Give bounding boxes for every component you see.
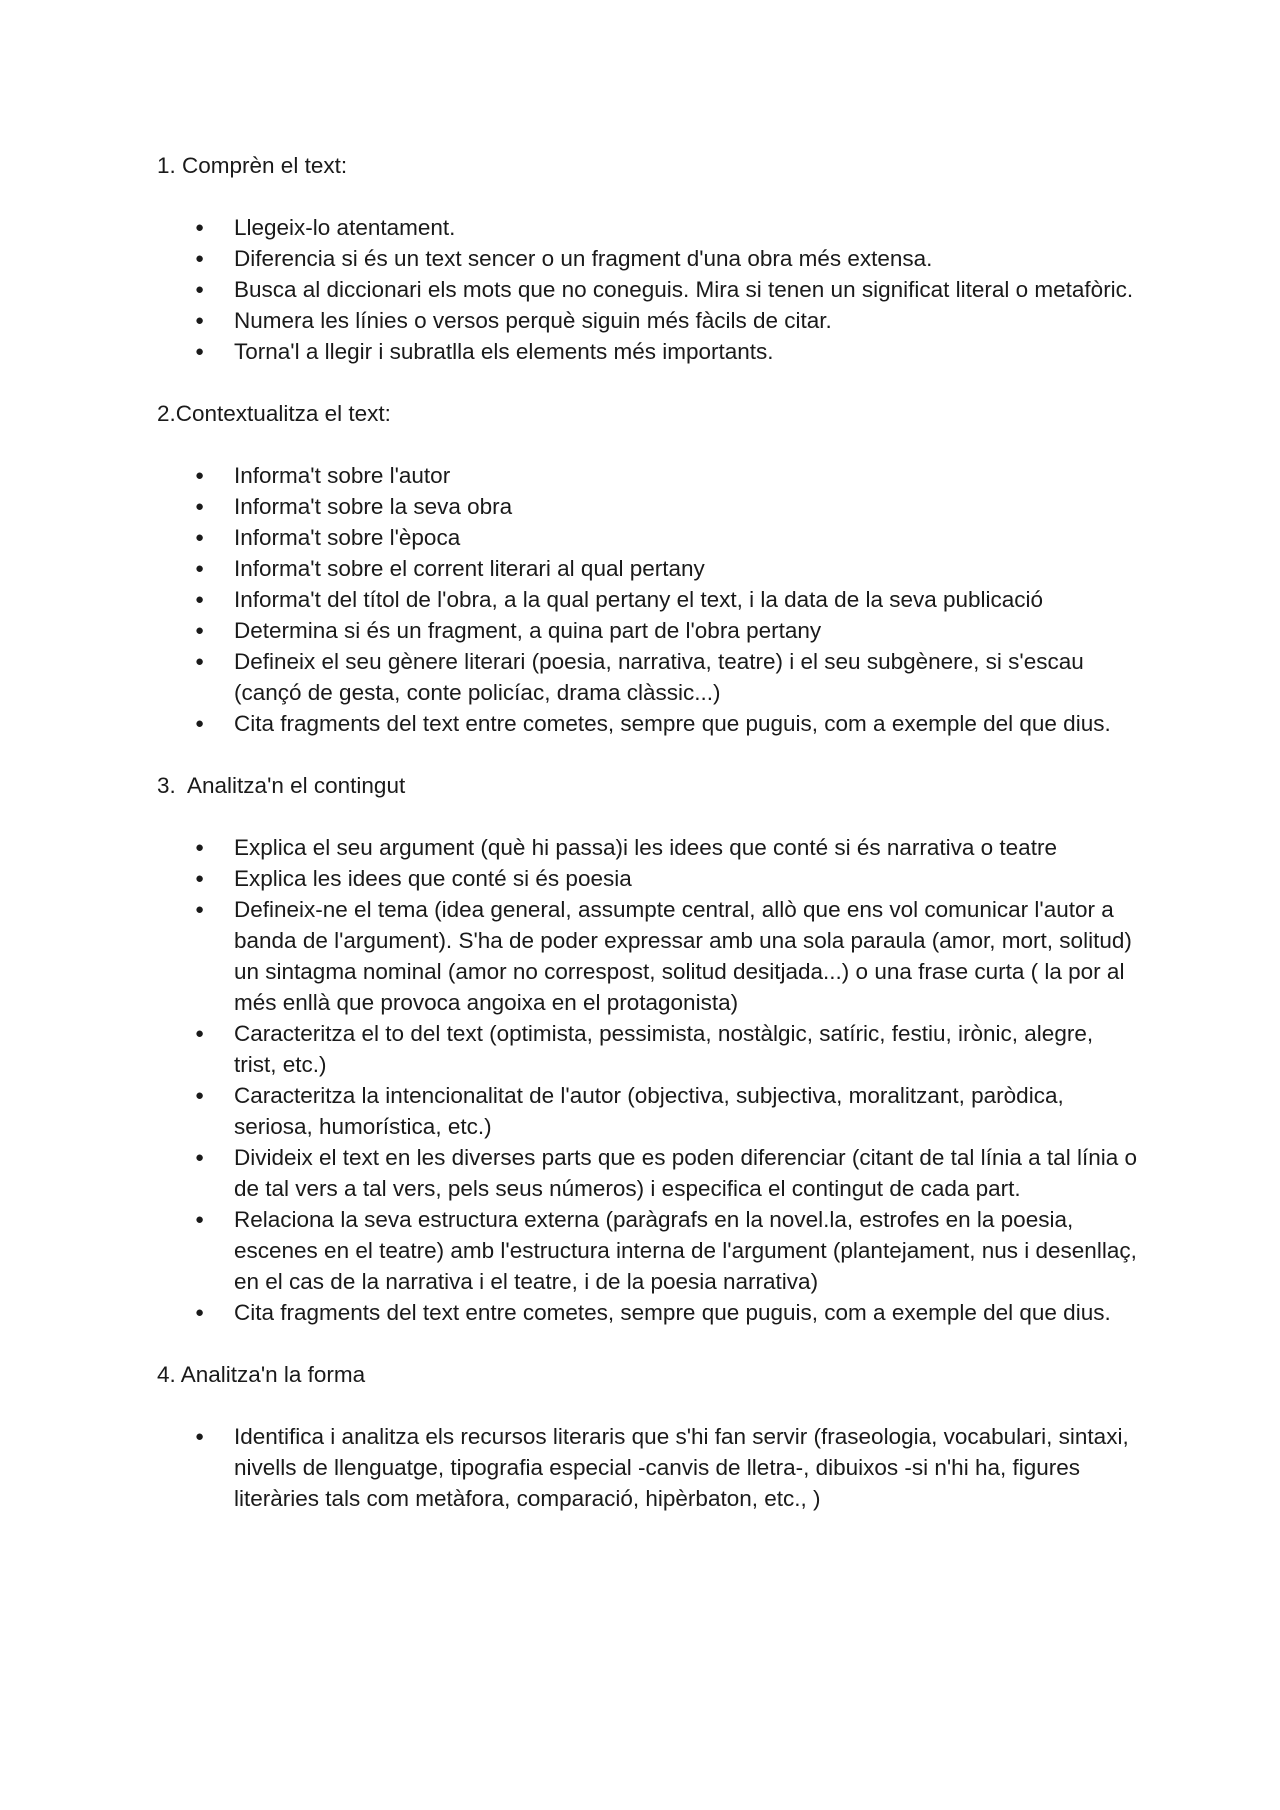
bullet-icon: ● (195, 591, 205, 608)
bullet-icon: ● (195, 1211, 205, 1228)
list-item (157, 491, 1137, 522)
section-1 (157, 150, 1137, 367)
bullet-icon: ● (195, 1025, 205, 1042)
bullet-icon: ● (195, 715, 205, 732)
bullet-icon: ● (195, 467, 205, 484)
bullet-icon: ● (195, 1087, 205, 1104)
list-item-text: Relaciona la seva estructura externa (paràgrafs en la novel.la, estrofes en la poesia, escenes en el teatre) amb l'estructura interna de l'argument (plantejament, nus i desenllaç, en el cas de la narrativa i el teatre, i de la poesia narrativa) (234, 1207, 1137, 1294)
bullet-list (157, 832, 1137, 1328)
list-item (157, 1142, 1137, 1204)
section-3 (157, 770, 1137, 1328)
list-item-text: Divideix el text en les diverses parts que es poden diferenciar (citant de tal línia a tal línia o de tal vers a tal vers, pels seus números) i especifica el contingut de cada part. (234, 1145, 1137, 1201)
bullet-list (157, 212, 1137, 367)
list-item (157, 336, 1137, 367)
list-item (157, 1018, 1137, 1080)
bullet-icon: ● (195, 1428, 205, 1445)
list-item-text: Explica el seu argument (què hi passa)i les idees que conté si és narrativa o teatre (234, 835, 1057, 860)
list-item (157, 646, 1137, 708)
list-item-text: Caracteritza la intencionalitat de l'autor (objectiva, subjectiva, moralitzant, paròdica, seriosa, humorística, etc.) (234, 1083, 1064, 1139)
bullet-icon: ● (195, 653, 205, 670)
list-item (157, 243, 1137, 274)
bullet-icon: ● (195, 560, 205, 577)
list-item (157, 274, 1137, 305)
bullet-icon: ● (195, 1304, 205, 1321)
list-item-text: Numera les línies o versos perquè siguin més fàcils de citar. (234, 308, 832, 333)
bullet-list (157, 1421, 1137, 1514)
bullet-icon: ● (195, 901, 205, 918)
bullet-icon: ● (195, 839, 205, 856)
list-item-text: Informa't sobre l'època (234, 525, 461, 550)
list-item-text: Llegeix-lo atentament. (234, 215, 456, 240)
bullet-icon: ● (195, 498, 205, 515)
section-4 (157, 1359, 1137, 1514)
list-item (157, 305, 1137, 336)
bullet-icon: ● (195, 529, 205, 546)
list-item (157, 553, 1137, 584)
list-item (157, 832, 1137, 863)
bullet-icon: ● (195, 219, 205, 236)
list-item (157, 460, 1137, 491)
bullet-icon: ● (195, 312, 205, 329)
list-item-text: Identifica i analitza els recursos literaris que s'hi fan servir (fraseologia, vocabulari, sintaxi, nivells de llenguatge, tipografia especial -canvis de lletra-, dibuixos -si n'hi ha, figures literàries tals com metàfora, comparació, hipèrbaton, etc., ) (234, 1424, 1129, 1511)
list-item-text: Informa't sobre la seva obra (234, 494, 513, 519)
list-item-text: Caracteritza el to del text (optimista, pessimista, nostàlgic, satíric, festiu, irònic, alegre, trist, etc.) (234, 1021, 1094, 1077)
list-item-text: Diferencia si és un text sencer o un fragment d'una obra més extensa. (234, 246, 933, 271)
list-item (157, 708, 1137, 739)
list-item-text: Cita fragments del text entre cometes, sempre que puguis, com a exemple del que dius. (234, 711, 1111, 736)
list-item (157, 1204, 1137, 1297)
list-item-text: Torna'l a llegir i subratlla els elements més importants. (234, 339, 774, 364)
section-heading: 4. Analitza'n la forma (157, 1362, 366, 1387)
list-item (157, 522, 1137, 553)
list-item (157, 894, 1137, 1018)
section-2 (157, 398, 1137, 739)
bullet-icon: ● (195, 281, 205, 298)
list-item (157, 1080, 1137, 1142)
bullet-icon: ● (195, 622, 205, 639)
bullet-icon: ● (195, 343, 205, 360)
bullet-icon: ● (195, 870, 205, 887)
section-heading: 1. Comprèn el text: (157, 153, 348, 178)
list-item (157, 1297, 1137, 1328)
list-item (157, 615, 1137, 646)
bullet-icon: ● (195, 250, 205, 267)
list-item-text: Informa't sobre l'autor (234, 463, 451, 488)
list-item-text: Cita fragments del text entre cometes, sempre que puguis, com a exemple del que dius. (234, 1300, 1111, 1325)
list-item-text: Busca al diccionari els mots que no coneguis. Mira si tenen un significat literal o metafòric. (234, 277, 1134, 302)
list-item-text: Determina si és un fragment, a quina part de l'obra pertany (234, 618, 822, 643)
list-item-text: Defineix el seu gènere literari (poesia, narrativa, teatre) i el seu subgènere, si s'escau (cançó de gesta, conte policíac, drama clàssic...) (234, 649, 1084, 705)
bullet-icon: ● (195, 1149, 205, 1166)
section-heading: 2.Contextualitza el text: (157, 401, 391, 426)
list-item (157, 212, 1137, 243)
list-item (157, 1421, 1137, 1514)
list-item (157, 863, 1137, 894)
list-item-text: Explica les idees que conté si és poesia (234, 866, 632, 891)
list-item-text: Defineix-ne el tema (idea general, assumpte central, allò que ens vol comunicar l'autor a banda de l'argument). S'ha de poder expressar amb una sola paraula (amor, mort, solitud) un sintagma nominal (amor no correspost, solitud desitjada...) o una frase curta ( la por al més enllà que provoca angoixa en el protagonista) (234, 897, 1132, 1015)
document-content (157, 150, 1137, 1545)
bullet-list (157, 460, 1137, 739)
list-item (157, 584, 1137, 615)
list-item-text: Informa't del títol de l'obra, a la qual pertany el text, i la data de la seva publicació (234, 587, 1044, 612)
list-item-text: Informa't sobre el corrent literari al qual pertany (234, 556, 705, 581)
section-heading: 3. Analitza'n el contingut (157, 773, 406, 798)
